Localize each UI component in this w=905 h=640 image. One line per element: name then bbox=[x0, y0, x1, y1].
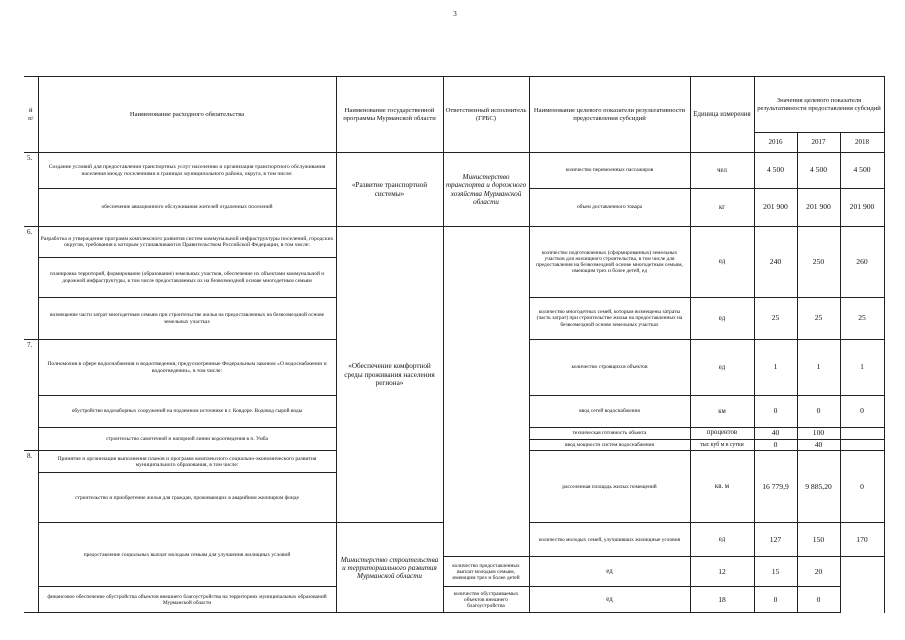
row-8-value3-2018: 20 bbox=[797, 557, 840, 587]
row-6-value-2016: 240 bbox=[754, 227, 797, 298]
row-8-value3-2016: 12 bbox=[690, 557, 754, 587]
row-8-unit-4: ед bbox=[529, 587, 690, 613]
header-unit: Единица измерения bbox=[690, 77, 754, 153]
row-8-value-2017: 9 885,20 bbox=[797, 451, 840, 523]
subsidy-table bbox=[24, 76, 885, 613]
row-6-7-responsible bbox=[443, 227, 529, 557]
row-7-value2-2018: 0 bbox=[840, 396, 884, 428]
row-6-7-program: «Обеспечение комфортной среды проживания населения региона» bbox=[336, 227, 443, 523]
row-6-indicator-2: количество многодетных семей, которым возмещены затраты (часть затрат) при строительстве жилья на предоставленных на безвозмездной основе земельных участках bbox=[529, 298, 690, 340]
row-5-number: 5. bbox=[24, 153, 38, 227]
row-5-unit-1: чел bbox=[690, 153, 754, 189]
row-7-value2-2017: 0 bbox=[797, 396, 840, 428]
row-5-responsible: Министерство транспорта и дорожного хозяйства Мурманской области bbox=[443, 153, 529, 227]
row-5-sub-obligation: обеспечение авиационного обслуживания жителей отдаленных поселений bbox=[38, 189, 336, 227]
row-8-responsible: Министерство строительства и территориального развития Мурманской области bbox=[336, 523, 443, 613]
row-5-value-2018: 4 500 bbox=[840, 153, 884, 189]
row-8-value2-2017: 150 bbox=[797, 523, 840, 557]
header-program: Наименование государственной программы Мурманской области bbox=[336, 77, 443, 153]
row-7-value-2018: 1 bbox=[840, 340, 884, 396]
row-7-sub-obligation-1: обустройство водозаборных сооружений на подземном источнике в г. Ковдоре. Водовод сырой воды bbox=[38, 396, 336, 428]
row-6-indicator-1: количество подготовленных (сформированных) земельных участков для жилищного строительства, в том числе для предоставления на безвозмездной основе многодетным семьям, имеющим трех и более детей, ед bbox=[529, 227, 690, 298]
header-responsible: Ответственный исполнитель (ГРБС) bbox=[443, 77, 529, 153]
row-8-obligation: Принятие и организация выполнения планов и программ комплексного социально-экономического развития муниципального образования, в том числе: bbox=[38, 451, 336, 473]
row-5-value2-2018: 201 900 bbox=[840, 189, 884, 227]
row-5-value-2016: 4 500 bbox=[754, 153, 797, 189]
row-6-sub-obligation-1: планировка территорий, формирование (образование) земельных участков, обеспечение их объектами коммунальной и дорожной инфраструктуры, в том числе предоставляемых их на безвозмездной основе многодетным семьям bbox=[38, 258, 336, 298]
header-indicator: Наименование целевого показатели результативности предоставления субсидий bbox=[529, 77, 690, 153]
row-7-indicator-3: техническая готовность объекта bbox=[529, 428, 690, 440]
row-7-value3-2016: 40 bbox=[754, 428, 797, 440]
row-8-sub-obligation-1: строительство и приобретение жилья для граждан, проживающих в аварийном жилищном фонде bbox=[38, 473, 336, 523]
row-8-value4-2017: 0 bbox=[754, 587, 797, 613]
row-7-value-2016: 1 bbox=[754, 340, 797, 396]
row-7-number: 7. bbox=[24, 340, 38, 451]
row-8-sub-obligation-3: финансовое обеспечение обустройства объектов внешнего благоустройства на территориях муниципальных образований Мурманской области bbox=[38, 587, 336, 613]
row-8-value3-2017: 15 bbox=[754, 557, 797, 587]
row-7-unit-3: процентов bbox=[690, 428, 754, 440]
row-7-indicator-2: ввод сетей водоснабжения bbox=[529, 396, 690, 428]
row-7-unit-4: тыс куб м в сутки bbox=[690, 439, 754, 451]
row-5-indicator-1: количество перевезенных пассажиров bbox=[529, 153, 690, 189]
header-obligation: Наименование расходного обязательства bbox=[38, 77, 336, 153]
row-5-value2-2017: 201 900 bbox=[797, 189, 840, 227]
row-6-obligation: Разработка и утверждение программ комплексного развития систем коммунальной инфраструктуры поселений, городских округов, требования к которым устанавливаются Правительством Российской Федерации, в том числе: bbox=[38, 227, 336, 258]
row-7-indicator-4: ввод мощности систем водоснабжения bbox=[529, 439, 690, 451]
row-5-obligation: Создание условий для предоставления транспортных услуг населению и организация транспортного обслуживания населения между поселениями в границах муниципального района, округа, в том числе: bbox=[38, 153, 336, 189]
row-7-indicator-1: количество строящихся объектов bbox=[529, 340, 690, 396]
row-8-indicator-3: количество предоставленных выплат молодым семьям, имеющим трех и более детей bbox=[443, 557, 529, 587]
row-7-unit-2: км bbox=[690, 396, 754, 428]
row-8-unit-1: кв. м bbox=[690, 451, 754, 523]
row-6-value-2018: 260 bbox=[840, 227, 884, 298]
page-number: 3 bbox=[453, 10, 457, 18]
row-8-value2-2016: 127 bbox=[754, 523, 797, 557]
row-8-indicator-1: расселенная площадь жилых помещений bbox=[529, 451, 690, 523]
row-8-value2-2018: 170 bbox=[840, 523, 884, 557]
row-6-unit-2: ед bbox=[690, 298, 754, 340]
row-6-value2-2016: 25 bbox=[754, 298, 797, 340]
row-8-unit-2: ед bbox=[690, 523, 754, 557]
row-6-number: 6. bbox=[24, 227, 38, 340]
header-year-2016: 2016 bbox=[754, 133, 797, 153]
row-8-value-2018: 0 bbox=[840, 451, 884, 523]
row-8-number: 8. bbox=[24, 451, 38, 613]
row-5-value-2017: 4 500 bbox=[797, 153, 840, 189]
row-7-value4-2018 bbox=[840, 439, 884, 451]
row-8-sub-obligation-2: предоставление социальных выплат молодым семьям для улучшения жилищных условий bbox=[38, 523, 336, 587]
row-7-value4-2016: 0 bbox=[754, 439, 797, 451]
row-7-value3-2018 bbox=[840, 428, 884, 440]
row-8-indicator-2: количество молодых семей, улучшивших жилищные условия bbox=[529, 523, 690, 557]
row-7-obligation: Полномочия в сфере водоснабжения и водоотведения, предусмотренные Федеральным законом «О водоснабжении и водоотведении», в том числе: bbox=[38, 340, 336, 396]
row-7-value-2017: 1 bbox=[797, 340, 840, 396]
header-num: й п/ bbox=[24, 77, 38, 153]
row-6-value2-2018: 25 bbox=[840, 298, 884, 340]
row-8-value-2016: 16 779,9 bbox=[754, 451, 797, 523]
row-5-indicator-2: объем доставленного товара bbox=[529, 189, 690, 227]
row-5-unit-2: кг bbox=[690, 189, 754, 227]
row-5-program: «Развитие транспортной системы» bbox=[336, 153, 443, 227]
row-8-value4-2016: 18 bbox=[690, 587, 754, 613]
row-7-unit-1: ед bbox=[690, 340, 754, 396]
row-6-value-2017: 250 bbox=[797, 227, 840, 298]
row-7-value3-2017: 100 bbox=[797, 428, 840, 440]
header-values: Значения целевого показателя результативности предоставления субсидий bbox=[754, 77, 884, 133]
row-7-value4-2017: 40 bbox=[797, 439, 840, 451]
row-5-value2-2016: 201 900 bbox=[754, 189, 797, 227]
row-8-unit-3: ед bbox=[529, 557, 690, 587]
row-6-value2-2017: 25 bbox=[797, 298, 840, 340]
header-year-2018: 2018 bbox=[840, 133, 884, 153]
row-6-sub-obligation-2: возмещение части затрат многодетным семьям при строительстве жилья на предоставленных на безвозмездной основе земельных участках bbox=[38, 298, 336, 340]
header-year-2017: 2017 bbox=[797, 133, 840, 153]
row-6-unit-1: ед bbox=[690, 227, 754, 298]
row-7-value2-2016: 0 bbox=[754, 396, 797, 428]
row-8-indicator-4: количество обустраиваемых объектов внешнего благоустройства bbox=[443, 587, 529, 613]
row-7-sub-obligation-2: строительство самотечной и напорной линии водоотведения в п. Умба bbox=[38, 428, 336, 451]
row-8-value4-2018: 0 bbox=[797, 587, 840, 613]
